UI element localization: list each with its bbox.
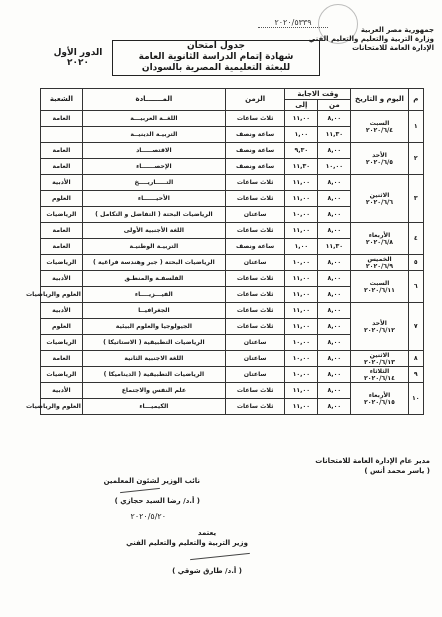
exam-date: ٢٠٢٠/٦/٨ (365, 238, 394, 246)
day-date-cell (351, 111, 408, 143)
branch: الأدبية (41, 303, 83, 319)
title-box (112, 40, 320, 76)
time-to: ١١,٠٠ (285, 383, 318, 399)
time-to: ١٠,٠٠ (285, 255, 318, 271)
day-name: الأربعاء (368, 391, 391, 399)
duration: ساعة ونصف (225, 143, 284, 159)
day-date-cell (351, 303, 408, 351)
time-to: ١,٠٠ (285, 239, 318, 255)
row-number: ٥ (408, 255, 423, 271)
branch: العامة (41, 111, 83, 127)
duration: ثلاث ساعات (225, 287, 284, 303)
ministry-line: جمهورية مصر العربية (360, 26, 434, 34)
title-line: شهادة إتمام الدراسة الثانوية العامة (138, 52, 294, 62)
day-date-cell (351, 175, 408, 223)
time-to: ١,٠٠ (285, 127, 318, 143)
subject: الجيولوجيا والعلوم البيئية (82, 319, 225, 335)
day-name: الثلاثاء (369, 367, 390, 375)
col-header-num: م (408, 89, 423, 111)
table-row (41, 367, 424, 383)
branch: العامة (41, 223, 83, 239)
schedule-table (25, 88, 424, 415)
duration: ثلاث ساعات (225, 319, 284, 335)
time-from: ٨,٠٠ (318, 399, 351, 415)
exam-date: ٢٠٢٠/٦/٤ (365, 126, 394, 134)
year-label: ٢٠٢٠ (67, 58, 89, 68)
branch: الرياضيات (41, 367, 83, 383)
time-to: ١١,٠٠ (285, 175, 318, 191)
row-number: ٨ (408, 351, 423, 367)
day-date-cell (351, 383, 408, 415)
day-name: الخميس (367, 255, 392, 263)
duration: ساعتان (225, 207, 284, 223)
time-from: ٨,٠٠ (318, 255, 351, 271)
time-from: ٨,٠٠ (318, 303, 351, 319)
serial-number: ٢٠٢٠/٥٣٣٩ (258, 18, 328, 28)
time-from: ٨,٠٠ (318, 143, 351, 159)
day-date-cell (351, 351, 408, 367)
subject: الفلسفـة والمنطـق (82, 271, 225, 287)
time-to: ١١,٠٠ (285, 303, 318, 319)
ministry-line: وزارة التربية والتعليم والتعليم الفني (308, 35, 434, 43)
time-from: ٨,٠٠ (318, 223, 351, 239)
time-from: ١١,٣٠ (318, 239, 351, 255)
exam-date: ٢٠٢٠/٦/١٤ (364, 374, 395, 382)
row-number: ٢ (408, 143, 423, 175)
time-to: ١١,٠٠ (285, 271, 318, 287)
exam-date: ٢٠٢٠/٦/١١ (364, 286, 395, 294)
day-name: السبت (369, 279, 390, 287)
duration: ثلاث ساعات (225, 111, 284, 127)
day-date-cell (351, 143, 408, 175)
col-header-to: إلى (285, 100, 318, 111)
table-row (41, 303, 424, 319)
col-header-from: من (318, 100, 351, 111)
title-line: جدول امتحان (186, 41, 246, 51)
branch: الرياضيات (41, 255, 83, 271)
branch: العامة (41, 239, 83, 255)
table-row (41, 111, 424, 127)
row-number: ٩ (408, 367, 423, 383)
duration: ساعتان (225, 351, 284, 367)
exam-date: ٢٠٢٠/٦/١٥ (364, 398, 395, 406)
row-number: ٦ (408, 271, 423, 303)
day-name: الأحد (372, 319, 387, 327)
table-row (41, 255, 424, 271)
minister-title: وزير التربية والتعليم والتعليم الفني (126, 539, 248, 547)
branch: الرياضيات (41, 335, 83, 351)
subject: الرياضيات البحتة ( جبر وهندسة فراغية ) (82, 255, 225, 271)
time-to: ٩,٣٠ (285, 143, 318, 159)
row-number: ٧ (408, 303, 423, 351)
subject: الفيـــزيــــاء (82, 287, 225, 303)
time-to: ١٠,٠٠ (285, 367, 318, 383)
branch (41, 127, 83, 143)
deputy-signature-block (90, 476, 200, 506)
director-title: مدير عام الإدارة العامة للامتحانات (315, 457, 430, 465)
day-date-cell (351, 367, 408, 383)
branch: الأدبية (41, 383, 83, 399)
subject: الرياضيات التطبيقية ( الديناميكا ) (82, 367, 225, 383)
row-number: ١ (408, 111, 423, 143)
deputy-title: نائب الوزير لشئون المعلمين (103, 477, 200, 485)
time-from: ٨,٠٠ (318, 383, 351, 399)
col-header-answer-time: وقت الاجابة (285, 89, 351, 100)
exam-date: ٢٠٢٠/٦/٦ (365, 198, 394, 206)
table-header-row (41, 89, 424, 100)
time-from: ٨,٠٠ (318, 287, 351, 303)
time-from: ٨,٠٠ (318, 175, 351, 191)
duration: ساعة ونصف (225, 159, 284, 175)
exam-date: ٢٠٢٠/٦/٥ (365, 158, 394, 166)
branch: الأدبية (41, 271, 83, 287)
duration: ثلاث ساعات (225, 303, 284, 319)
branch: العلوم والرياضيات (41, 399, 83, 415)
duration: ساعة ونصف (225, 127, 284, 143)
subject: الكيميـــاء (82, 399, 225, 415)
subject: الرياضيات البحتة ( التفاضل و التكامل ) (82, 207, 225, 223)
exam-round (42, 48, 114, 70)
col-header-branch: الشعبة (41, 89, 83, 111)
day-name: الاثنين (369, 191, 390, 199)
duration: ساعة ونصف (225, 239, 284, 255)
subject: الإحصــــــاء (82, 159, 225, 175)
subject: الاقتصـــــاد (82, 143, 225, 159)
day-name: الاثنين (369, 351, 390, 359)
duration: ساعتان (225, 335, 284, 351)
time-from: ٨,٠٠ (318, 319, 351, 335)
minister-name: ( أ.د/ طارق شوقي ) (172, 567, 242, 575)
time-to: ١١,٠٠ (285, 287, 318, 303)
ministry-line: الإدارة العامة للامتحانات (352, 44, 434, 52)
branch: العلوم والرياضيات (41, 287, 83, 303)
time-to: ١٠,٠٠ (285, 207, 318, 223)
exam-date: ٢٠٢٠/٦/١٢ (364, 326, 395, 334)
time-from: ٨,٠٠ (318, 207, 351, 223)
time-from: ٨,٠٠ (318, 191, 351, 207)
subject: التربيـة الوطنيـة (82, 239, 225, 255)
subject: اللغــة العربيـــة (82, 111, 225, 127)
table-row (41, 383, 424, 399)
duration: ثلاث ساعات (225, 223, 284, 239)
time-from: ٨,٠٠ (318, 351, 351, 367)
row-number: ٤ (408, 223, 423, 255)
time-to: ١١,٣٠ (285, 159, 318, 175)
subject: اللغة الأجنبية الأولى (82, 223, 225, 239)
director-signature-block (280, 456, 430, 476)
branch: الرياضيات (41, 207, 83, 223)
director-name: ( ياسر محمد أنس ) (364, 467, 430, 475)
time-to: ١١,٠٠ (285, 111, 318, 127)
subject: الجغرافيــا (82, 303, 225, 319)
subject: التربيـة الدينيــة (82, 127, 225, 143)
day-date-cell (351, 271, 408, 303)
branch: العامة (41, 351, 83, 367)
subject: الرياضيات التطبيقية ( الاستاتيكا ) (82, 335, 225, 351)
duration: ثلاث ساعات (225, 175, 284, 191)
day-name: الأربعاء (368, 231, 391, 239)
handwritten-date: ٢٠٢٠/٥/٢٠ (130, 512, 166, 521)
table-row (41, 223, 424, 239)
deputy-name: ( أ.د/ رضا السيد حجازي ) (114, 497, 200, 505)
time-from: ٨,٠٠ (318, 367, 351, 383)
time-from: ٨,٠٠ (318, 335, 351, 351)
branch: العلوم (41, 319, 83, 335)
col-header-duration: الزمن (225, 89, 284, 111)
branch: العامة (41, 143, 83, 159)
time-to: ١١,٠٠ (285, 191, 318, 207)
duration: ثلاث ساعات (225, 383, 284, 399)
time-from: ٨,٠٠ (318, 111, 351, 127)
subject: اللغة الاجنبية الثانية (82, 351, 225, 367)
table-row (41, 271, 424, 287)
day-date-cell (351, 223, 408, 255)
time-from: ١٠,٠٠ (318, 159, 351, 175)
minister-signature (190, 553, 250, 560)
duration: ثلاث ساعات (225, 271, 284, 287)
approved-label: يعتمد (197, 529, 217, 537)
row-number: ١٠ (408, 383, 423, 415)
time-to: ١١,٠٠ (285, 319, 318, 335)
branch: العلوم (41, 191, 83, 207)
exam-date: ٢٠٢٠/٦/٩ (365, 262, 394, 270)
exam-date: ٢٠٢٠/٦/١٣ (364, 358, 395, 366)
col-header-subject: المـــــــادة (82, 89, 225, 111)
time-from: ١١,٣٠ (318, 127, 351, 143)
day-date-cell (351, 255, 408, 271)
table-row (41, 351, 424, 367)
table-row (41, 175, 424, 191)
time-to: ١٠,٠٠ (285, 335, 318, 351)
subject: علم النفس والاجتماع (82, 383, 225, 399)
title-line: للبعثة التعليمية المصرية بالسودان (141, 63, 291, 73)
subject: الأحيــــــاء (82, 191, 225, 207)
day-name: السبت (369, 119, 390, 127)
time-to: ١٠,٠٠ (285, 351, 318, 367)
round-label: الدور الأول (53, 48, 103, 58)
col-header-day: اليوم و التاريخ (351, 89, 408, 111)
day-name: الأحد (372, 151, 387, 159)
branch: الأدبية (41, 175, 83, 191)
time-to: ١١,٠٠ (285, 223, 318, 239)
branch: العامة (41, 159, 83, 175)
duration: ساعتان (225, 367, 284, 383)
row-number: ٣ (408, 175, 423, 223)
time-to: ١١,٠٠ (285, 399, 318, 415)
duration: ساعتان (225, 255, 284, 271)
duration: ثلاث ساعات (225, 191, 284, 207)
table-row (41, 143, 424, 159)
time-from: ٨,٠٠ (318, 271, 351, 287)
subject: التـــــاريــــخ (82, 175, 225, 191)
duration: ثلاث ساعات (225, 399, 284, 415)
